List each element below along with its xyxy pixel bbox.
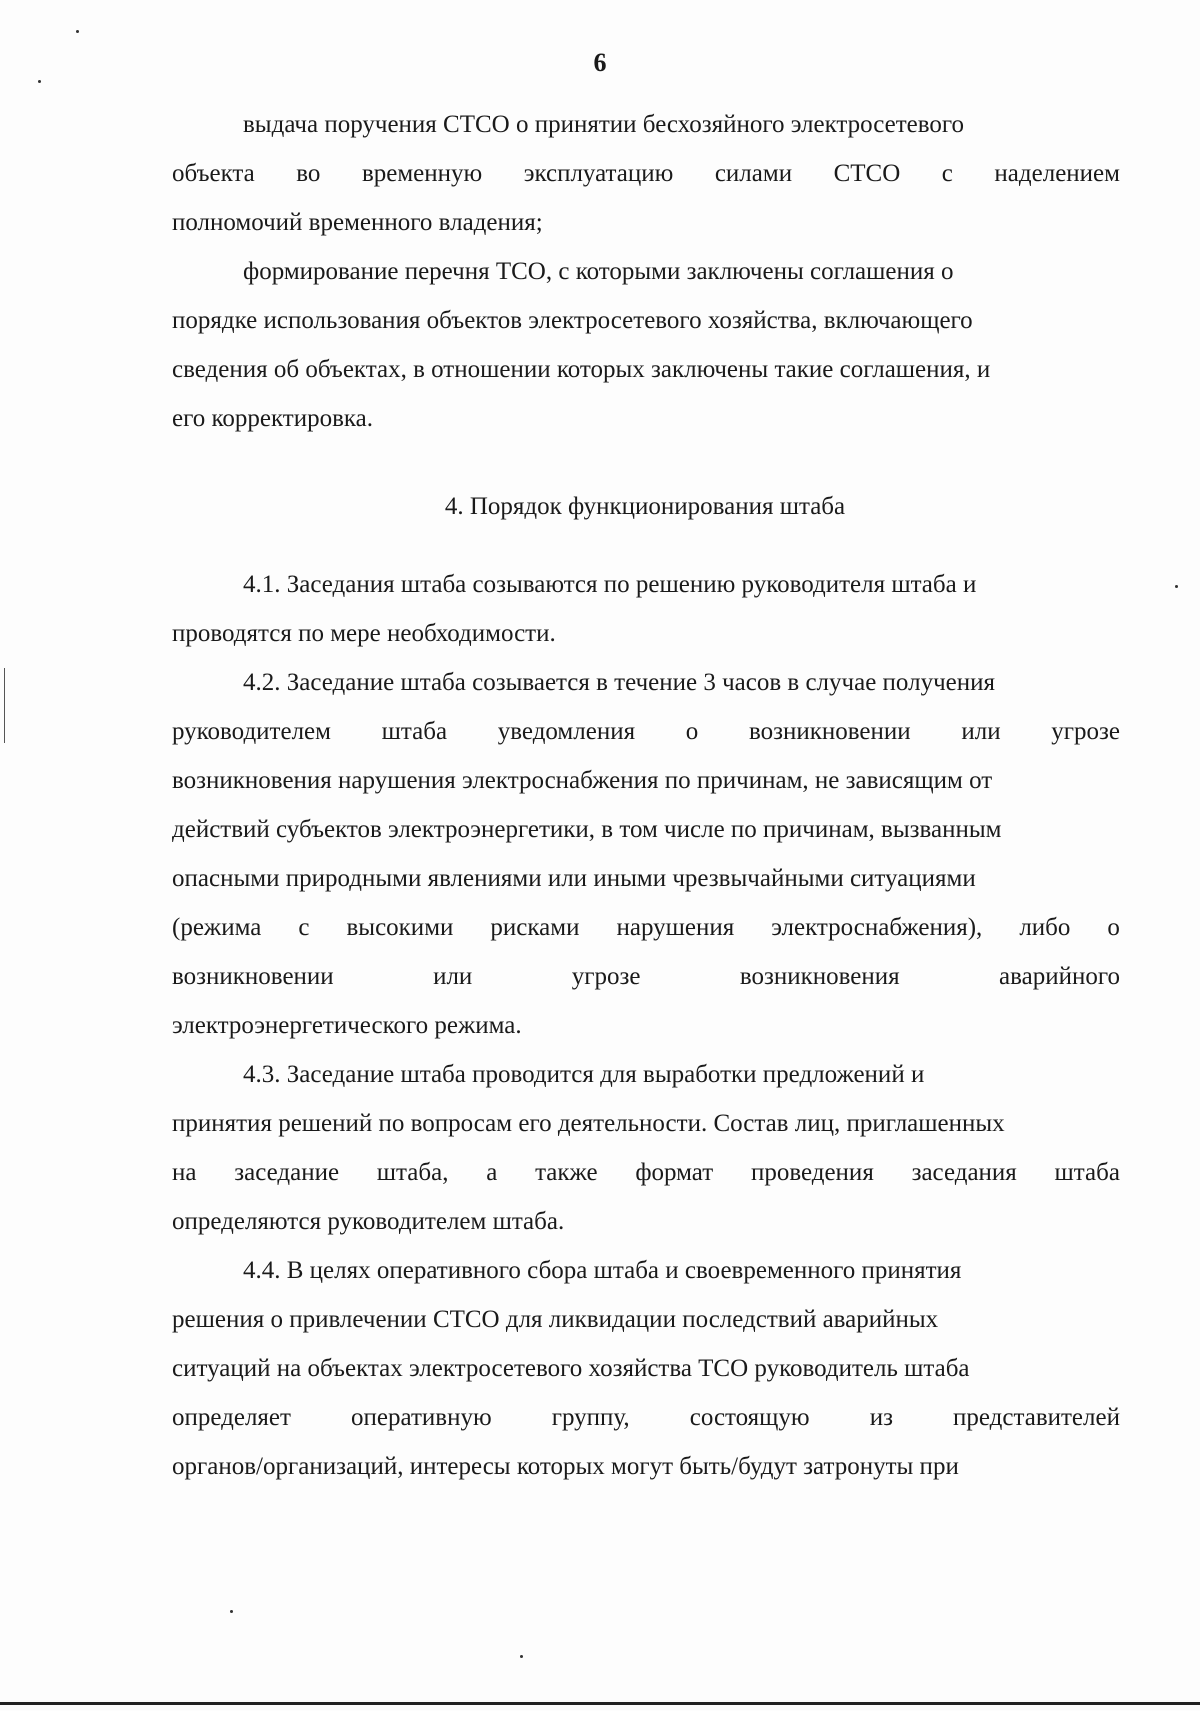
word: возникновении [748, 718, 911, 745]
text-line: опасными природными явлениями или иными чрезвычайными ситуациями [172, 865, 976, 892]
word: во [296, 160, 321, 187]
section-4-body [172, 560, 1120, 1491]
text-line-justified [172, 149, 1120, 198]
word: угрозе [571, 963, 641, 990]
word: временную [361, 160, 483, 187]
word: определяет [172, 1404, 291, 1431]
word: на [172, 1159, 197, 1186]
word: объекта [172, 160, 255, 187]
word: руководителем [172, 718, 331, 745]
word: состоящую [689, 1404, 810, 1431]
word: штаба [381, 718, 448, 745]
section-heading: 4. Порядок функционирования штаба [444, 493, 846, 520]
text-line: порядке использования объектов электросетевого хозяйства, включающего [172, 307, 973, 334]
text-line: возникновения нарушения электроснабжения по причинам, не зависящим от [172, 767, 993, 794]
word: штаба, [376, 1159, 449, 1186]
word: заседания [911, 1159, 1017, 1186]
word: электроснабжения), [771, 914, 983, 941]
text-line: решения о привлечении СТСО для ликвидации последствий аварийных [172, 1306, 939, 1333]
page-number: 6 [593, 48, 607, 77]
text-line: определяются руководителем штаба. [172, 1208, 565, 1235]
scan-speck [520, 1655, 523, 1658]
scan-speck [76, 30, 79, 33]
scan-margin-line [4, 668, 5, 743]
word: проведения [750, 1159, 874, 1186]
word: с [298, 914, 310, 941]
text-line-justified [172, 1393, 1120, 1442]
word: группу, [551, 1404, 630, 1431]
word: оперативную [351, 1404, 492, 1431]
text-line: 4.2. Заседание штаба созывается в течение 3 часов в случае получения [243, 669, 996, 696]
word: возникновения [739, 963, 900, 990]
text-line-justified [172, 1148, 1120, 1197]
bottom-rule [0, 1702, 1200, 1705]
word: штаба [1054, 1159, 1120, 1186]
word: (режима [172, 914, 262, 941]
text-line: проводятся по мере необходимости. [172, 620, 556, 647]
word: аварийного [999, 963, 1120, 990]
text-line: электроэнергетического режима. [172, 1012, 522, 1039]
word: СТСО [833, 160, 901, 187]
text-line-justified [172, 903, 1120, 952]
text-line: органов/организаций, интересы которых могут быть/будут затронуты при [172, 1453, 959, 1480]
section-3-continuation [172, 100, 1120, 443]
text-line: 4.3. Заседание штаба проводится для выработки предложений и [243, 1061, 925, 1088]
word: высокими [346, 914, 454, 941]
word: возникновении [172, 963, 334, 990]
text-line: его корректировка. [172, 405, 373, 432]
word: или [433, 963, 473, 990]
word: эксплуатацию [523, 160, 674, 187]
text-line: полномочий временного владения; [172, 209, 543, 236]
text-line: действий субъектов электроэнергетики, в том числе по причинам, вызванным [172, 816, 1002, 843]
word: уведомления [497, 718, 636, 745]
word: наделением [994, 160, 1120, 187]
word: формат [635, 1159, 714, 1186]
scan-speck [230, 1610, 233, 1613]
word: с [941, 160, 953, 187]
scan-speck [1175, 585, 1178, 588]
text-line: 4.1. Заседания штаба созываются по решению руководителя штаба и [243, 571, 977, 598]
word: или [961, 718, 1001, 745]
word: представителей [953, 1404, 1120, 1431]
word: также [535, 1159, 598, 1186]
word: заседание [234, 1159, 340, 1186]
word: силами [714, 160, 793, 187]
word: нарушения [616, 914, 735, 941]
scan-speck [38, 80, 41, 83]
word: из [869, 1404, 893, 1431]
text-line: сведения об объектах, в отношении которых заключены такие соглашения, и [172, 356, 991, 383]
word: рисками [490, 914, 580, 941]
text-line: ситуаций на объектах электросетевого хозяйства ТСО руководитель штаба [172, 1355, 970, 1382]
text-line: формирование перечня ТСО, с которыми заключены соглашения о [243, 258, 954, 285]
text-line-justified [172, 707, 1120, 756]
text-line-justified [172, 952, 1120, 1001]
text-line: принятия решений по вопросам его деятельности. Состав лиц, приглашенных [172, 1110, 1005, 1137]
word: угрозе [1051, 718, 1120, 745]
text-line: выдача поручения СТСО о принятии бесхозяйного электросетевого [243, 111, 965, 138]
word: либо [1019, 914, 1071, 941]
text-line: 4.4. В целях оперативного сбора штаба и своевременного принятия [243, 1257, 962, 1284]
word: о [685, 718, 699, 745]
word: о [1107, 914, 1120, 941]
word: а [486, 1159, 498, 1186]
